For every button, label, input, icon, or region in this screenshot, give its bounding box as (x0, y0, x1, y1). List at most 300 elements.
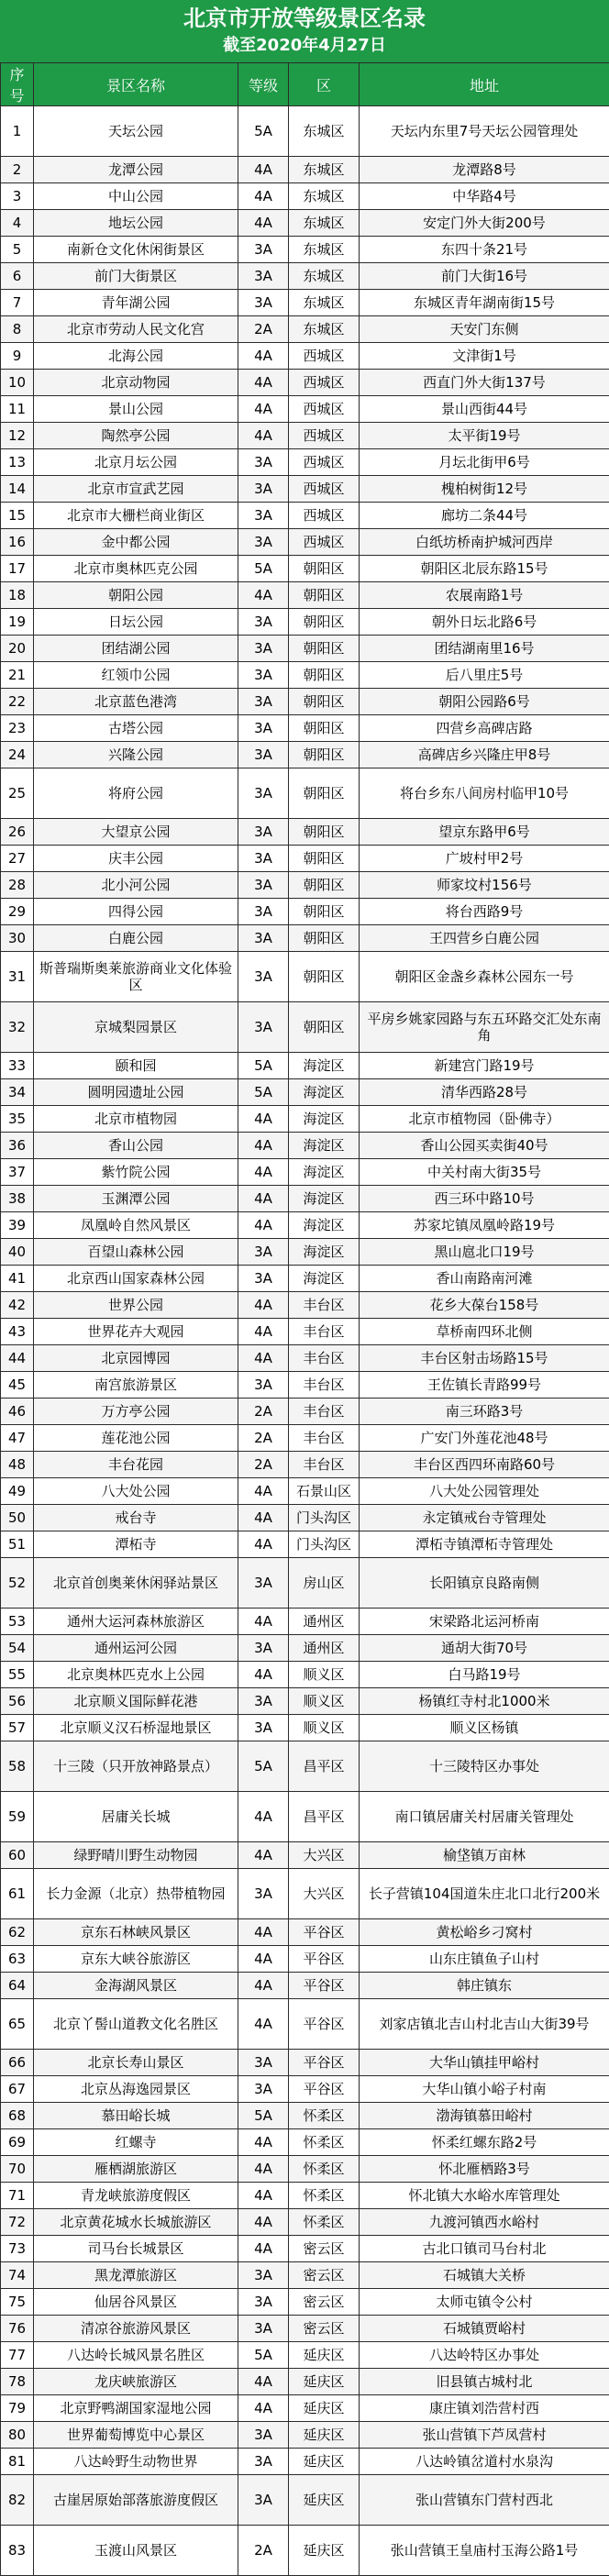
cell-level: 3A (238, 2449, 289, 2475)
cell-level: 3A (238, 1558, 289, 1609)
cell-address: 花乡大葆台158号 (360, 1292, 609, 1319)
cell-district: 海淀区 (289, 1106, 360, 1133)
cell-index: 26 (1, 819, 34, 846)
cell-index: 35 (1, 1106, 34, 1133)
cell-level: 3A (238, 819, 289, 846)
cell-name: 圆明园遗址公园 (34, 1079, 238, 1106)
column-header-name: 景区名称 (34, 63, 238, 106)
cell-index: 78 (1, 2369, 34, 2395)
cell-address: 广安门外莲花池48号 (360, 1425, 609, 1452)
cell-district: 朝阳区 (289, 609, 360, 636)
table-row (1, 1133, 609, 1159)
cell-level: 5A (238, 556, 289, 582)
cell-index: 7 (1, 290, 34, 316)
cell-address: 山东庄镇鱼子山村 (360, 1946, 609, 1973)
cell-level: 4A (238, 210, 289, 237)
table-row (1, 1239, 609, 1266)
table-row (1, 819, 609, 846)
table-row (1, 2342, 609, 2369)
cell-name: 北京西山国家森林公园 (34, 1266, 238, 1292)
cell-district: 平谷区 (289, 2076, 360, 2103)
cell-level: 4A (238, 1478, 289, 1505)
cell-level: 4A (238, 1159, 289, 1186)
cell-index: 12 (1, 423, 34, 449)
cell-address: 朝阳区金盏乡森林公园东一号 (360, 952, 609, 1002)
cell-name: 戒台寺 (34, 1505, 238, 1531)
table-row (1, 1505, 609, 1531)
cell-level: 4A (238, 1186, 289, 1212)
cell-name: 古崖居原始部落旅游度假区 (34, 2475, 238, 2526)
cell-district: 丰台区 (289, 1372, 360, 1399)
cell-district: 怀柔区 (289, 2103, 360, 2129)
cell-index: 21 (1, 662, 34, 689)
table-row (1, 1715, 609, 1741)
cell-address: 黄松峪乡刁窝村 (360, 1919, 609, 1946)
cell-district: 门头沟区 (289, 1531, 360, 1558)
cell-index: 46 (1, 1399, 34, 1425)
cell-name: 百望山森林公园 (34, 1239, 238, 1266)
cell-level: 3A (238, 1266, 289, 1292)
cell-index: 31 (1, 952, 34, 1002)
cell-district: 海淀区 (289, 1079, 360, 1106)
cell-district: 延庆区 (289, 2526, 360, 2576)
cell-address: 旧县镇古城村北 (360, 2369, 609, 2395)
cell-district: 平谷区 (289, 1999, 360, 2050)
cell-index: 16 (1, 529, 34, 556)
table-row (1, 2129, 609, 2156)
cell-level: 4A (238, 1133, 289, 1159)
cell-district: 延庆区 (289, 2475, 360, 2526)
cell-name: 红螺寺 (34, 2129, 238, 2156)
cell-address: 团结湖南里16号 (360, 636, 609, 662)
cell-level: 3A (238, 925, 289, 952)
cell-level: 3A (238, 2050, 289, 2076)
cell-district: 东城区 (289, 316, 360, 343)
cell-name: 慕田峪长城 (34, 2103, 238, 2129)
cell-address: 朝阳区北辰东路15号 (360, 556, 609, 582)
table-row (1, 1999, 609, 2050)
cell-name: 长力金源（北京）热带植物园 (34, 1869, 238, 1919)
page-title: 北京市开放等级景区名录 (0, 4, 609, 33)
cell-index: 22 (1, 689, 34, 715)
cell-index: 57 (1, 1715, 34, 1741)
cell-address: 南口镇居庸关村居庸关管理处 (360, 1792, 609, 1842)
cell-level: 4A (238, 157, 289, 183)
cell-address: 天坛内东里7号天坛公园管理处 (360, 106, 609, 157)
cell-name: 大望京公园 (34, 819, 238, 846)
cell-address: 宋梁路北运河桥南 (360, 1609, 609, 1635)
cell-name: 陶然亭公园 (34, 423, 238, 449)
cell-address: 文津街1号 (360, 343, 609, 370)
cell-name: 天坛公园 (34, 106, 238, 157)
cell-index: 60 (1, 1842, 34, 1869)
cell-level: 3A (238, 715, 289, 742)
cell-name: 世界葡萄博览中心景区 (34, 2422, 238, 2449)
cell-level: 3A (238, 1635, 289, 1662)
cell-district: 朝阳区 (289, 952, 360, 1002)
cell-level: 3A (238, 449, 289, 476)
cell-district: 延庆区 (289, 2395, 360, 2422)
cell-address: 草桥南四环北侧 (360, 1319, 609, 1345)
cell-district: 海淀区 (289, 1159, 360, 1186)
cell-index: 40 (1, 1239, 34, 1266)
cell-address: 西直门外大街137号 (360, 370, 609, 396)
cell-address: 东四十条21号 (360, 237, 609, 263)
table-row (1, 1186, 609, 1212)
table-row (1, 210, 609, 237)
cell-address: 丰台区西四环南路60号 (360, 1452, 609, 1478)
cell-level: 4A (238, 2369, 289, 2395)
cell-level: 3A (238, 2076, 289, 2103)
cell-district: 大兴区 (289, 1842, 360, 1869)
cell-name: 颐和园 (34, 1053, 238, 1079)
cell-address: 杨镇红寺村北1000米 (360, 1688, 609, 1715)
cell-district: 东城区 (289, 106, 360, 157)
cell-address: 通胡大街70号 (360, 1635, 609, 1662)
table-row (1, 556, 609, 582)
table-row (1, 2289, 609, 2316)
cell-index: 18 (1, 582, 34, 609)
cell-district: 朝阳区 (289, 1002, 360, 1053)
cell-district: 海淀区 (289, 1239, 360, 1266)
cell-name: 中山公园 (34, 183, 238, 210)
table-row (1, 423, 609, 449)
cell-name: 八大处公园 (34, 1478, 238, 1505)
cell-index: 80 (1, 2422, 34, 2449)
table-row (1, 290, 609, 316)
cell-district: 延庆区 (289, 2342, 360, 2369)
cell-name: 兴隆公园 (34, 742, 238, 768)
table-row (1, 396, 609, 423)
cell-district: 东城区 (289, 157, 360, 183)
cell-name: 北小河公园 (34, 872, 238, 899)
cell-address: 十三陵特区办事处 (360, 1741, 609, 1792)
cell-address: 槐柏树街12号 (360, 476, 609, 503)
cell-index: 39 (1, 1212, 34, 1239)
table-row (1, 1159, 609, 1186)
table-row (1, 1741, 609, 1792)
cell-level: 3A (238, 290, 289, 316)
table-row (1, 476, 609, 503)
cell-district: 丰台区 (289, 1292, 360, 1319)
table-row (1, 2475, 609, 2526)
cell-level: 3A (238, 1372, 289, 1399)
cell-address: 后八里庄5号 (360, 662, 609, 689)
cell-address: 四营乡高碑店路 (360, 715, 609, 742)
table-row (1, 742, 609, 768)
cell-index: 14 (1, 476, 34, 503)
table-row (1, 503, 609, 529)
cell-address: 香山南路南河滩 (360, 1266, 609, 1292)
cell-address: 苏家坨镇凤凰岭路19号 (360, 1212, 609, 1239)
table-row (1, 689, 609, 715)
cell-index: 55 (1, 1662, 34, 1688)
cell-index: 72 (1, 2209, 34, 2236)
cell-name: 金中都公园 (34, 529, 238, 556)
cell-level: 3A (238, 2262, 289, 2289)
cell-level: 5A (238, 2103, 289, 2129)
cell-name: 通州运河公园 (34, 1635, 238, 1662)
cell-district: 密云区 (289, 2236, 360, 2262)
table-row (1, 2183, 609, 2209)
cell-address: 平房乡姚家园路与东五环路交汇处东南角 (360, 1002, 609, 1053)
table-row (1, 1053, 609, 1079)
page-subtitle: 截至2020年4月27日 (0, 33, 609, 59)
cell-district: 朝阳区 (289, 872, 360, 899)
cell-district: 东城区 (289, 290, 360, 316)
cell-index: 28 (1, 872, 34, 899)
cell-index: 17 (1, 556, 34, 582)
cell-address: 将台西路9号 (360, 899, 609, 925)
table-row (1, 582, 609, 609)
table-row (1, 157, 609, 183)
cell-index: 29 (1, 899, 34, 925)
cell-name: 玉渊潭公园 (34, 1186, 238, 1212)
cell-index: 65 (1, 1999, 34, 2050)
table-header-banner (0, 0, 609, 62)
cell-level: 4A (238, 2156, 289, 2183)
cell-index: 70 (1, 2156, 34, 2183)
table-row (1, 1106, 609, 1133)
cell-address: 康庄镇刘浩营村西 (360, 2395, 609, 2422)
cell-level: 5A (238, 1741, 289, 1792)
cell-name: 北京市植物园 (34, 1106, 238, 1133)
cell-level: 4A (238, 1919, 289, 1946)
table-row (1, 1792, 609, 1842)
cell-address: 新建宫门路19号 (360, 1053, 609, 1079)
cell-address: 长子营镇104国道朱庄北口北行200米 (360, 1869, 609, 1919)
table-row (1, 609, 609, 636)
cell-level: 3A (238, 662, 289, 689)
cell-name: 绿野晴川野生动物园 (34, 1842, 238, 1869)
cell-district: 密云区 (289, 2316, 360, 2342)
cell-address: 北京市植物园（卧佛寺） (360, 1106, 609, 1133)
cell-district: 延庆区 (289, 2369, 360, 2395)
cell-level: 5A (238, 1053, 289, 1079)
table-row (1, 1609, 609, 1635)
cell-level: 5A (238, 2342, 289, 2369)
cell-district: 怀柔区 (289, 2129, 360, 2156)
cell-district: 西城区 (289, 396, 360, 423)
cell-address: 清华西路28号 (360, 1079, 609, 1106)
cell-district: 朝阳区 (289, 689, 360, 715)
cell-district: 东城区 (289, 237, 360, 263)
cell-name: 北京蓝色港湾 (34, 689, 238, 715)
cell-name: 四得公园 (34, 899, 238, 925)
cell-address: 景山西街44号 (360, 396, 609, 423)
cell-level: 4A (238, 1319, 289, 1345)
table-row (1, 183, 609, 210)
cell-address: 刘家店镇北吉山村北吉山大街39号 (360, 1999, 609, 2050)
cell-name: 万方亭公园 (34, 1399, 238, 1425)
cell-name: 日坛公园 (34, 609, 238, 636)
cell-address: 西三环中路10号 (360, 1186, 609, 1212)
cell-index: 82 (1, 2475, 34, 2526)
cell-name: 地坛公园 (34, 210, 238, 237)
cell-index: 30 (1, 925, 34, 952)
cell-level: 4A (238, 1842, 289, 1869)
cell-level: 3A (238, 846, 289, 872)
table-row (1, 925, 609, 952)
cell-address: 太平街19号 (360, 423, 609, 449)
column-header-address: 地址 (360, 63, 609, 106)
cell-level: 4A (238, 2129, 289, 2156)
cell-address: 石城镇大关桥 (360, 2262, 609, 2289)
table-row (1, 263, 609, 290)
cell-name: 古塔公园 (34, 715, 238, 742)
cell-index: 33 (1, 1053, 34, 1079)
cell-index: 13 (1, 449, 34, 476)
cell-index: 67 (1, 2076, 34, 2103)
cell-level: 4A (238, 1999, 289, 2050)
cell-level: 2A (238, 1425, 289, 1452)
table-row (1, 2236, 609, 2262)
cell-level: 3A (238, 529, 289, 556)
cell-index: 37 (1, 1159, 34, 1186)
cell-name: 京东石林峡风景区 (34, 1919, 238, 1946)
cell-district: 通州区 (289, 1609, 360, 1635)
cell-address: 八达岭特区办事处 (360, 2342, 609, 2369)
cell-district: 顺义区 (289, 1715, 360, 1741)
cell-district: 平谷区 (289, 1946, 360, 1973)
cell-address: 潭柘寺镇潭柘寺管理处 (360, 1531, 609, 1558)
cell-level: 2A (238, 1452, 289, 1478)
cell-address: 王四营乡白鹿公园 (360, 925, 609, 952)
cell-address: 广坡村甲2号 (360, 846, 609, 872)
cell-level: 3A (238, 476, 289, 503)
table-row (1, 2316, 609, 2342)
cell-district: 丰台区 (289, 1399, 360, 1425)
cell-name: 景山公园 (34, 396, 238, 423)
cell-name: 北京丛海逸园景区 (34, 2076, 238, 2103)
cell-index: 25 (1, 768, 34, 819)
cell-district: 密云区 (289, 2262, 360, 2289)
cell-name: 北京野鸭湖国家湿地公园 (34, 2395, 238, 2422)
cell-level: 4A (238, 1946, 289, 1973)
table-row (1, 2395, 609, 2422)
table-row (1, 1212, 609, 1239)
cell-district: 海淀区 (289, 1212, 360, 1239)
cell-level: 3A (238, 1239, 289, 1266)
cell-level: 4A (238, 1292, 289, 1319)
cell-name: 通州大运河森林旅游区 (34, 1609, 238, 1635)
cell-name: 北京市大栅栏商业街区 (34, 503, 238, 529)
cell-name: 红领巾公园 (34, 662, 238, 689)
cell-index: 62 (1, 1919, 34, 1946)
cell-district: 西城区 (289, 449, 360, 476)
cell-index: 34 (1, 1079, 34, 1106)
table-row (1, 316, 609, 343)
cell-address: 南三环路3号 (360, 1399, 609, 1425)
cell-address: 黑山扈北口19号 (360, 1239, 609, 1266)
table-row (1, 1869, 609, 1919)
table-row (1, 1688, 609, 1715)
cell-name: 北京丫髻山道教文化名胜区 (34, 1999, 238, 2050)
cell-index: 52 (1, 1558, 34, 1609)
cell-name: 北京园博园 (34, 1345, 238, 1372)
cell-district: 丰台区 (289, 1319, 360, 1345)
column-header-row (1, 63, 609, 106)
cell-district: 海淀区 (289, 1186, 360, 1212)
cell-address: 香山公园买卖街40号 (360, 1133, 609, 1159)
cell-name: 青龙峡旅游度假区 (34, 2183, 238, 2209)
cell-name: 北京市宣武艺园 (34, 476, 238, 503)
table-row (1, 1531, 609, 1558)
cell-address: 渤海镇慕田峪村 (360, 2103, 609, 2129)
cell-address: 将台乡东八间房村临甲10号 (360, 768, 609, 819)
table-row (1, 1662, 609, 1688)
cell-address: 王佐镇长青路99号 (360, 1372, 609, 1399)
cell-index: 11 (1, 396, 34, 423)
cell-level: 3A (238, 689, 289, 715)
cell-index: 24 (1, 742, 34, 768)
cell-level: 3A (238, 899, 289, 925)
cell-address: 师家坟村156号 (360, 872, 609, 899)
cell-index: 49 (1, 1478, 34, 1505)
cell-address: 大华山镇小峪子村南 (360, 2076, 609, 2103)
cell-district: 延庆区 (289, 2449, 360, 2475)
cell-district: 昌平区 (289, 1741, 360, 1792)
table-row (1, 768, 609, 819)
cell-level: 4A (238, 423, 289, 449)
cell-address: 九渡河镇西水峪村 (360, 2209, 609, 2236)
cell-index: 59 (1, 1792, 34, 1842)
cell-level: 3A (238, 1002, 289, 1053)
cell-index: 4 (1, 210, 34, 237)
cell-name: 北京动物园 (34, 370, 238, 396)
cell-index: 38 (1, 1186, 34, 1212)
table-row (1, 1079, 609, 1106)
table-row (1, 1478, 609, 1505)
cell-index: 36 (1, 1133, 34, 1159)
table-row (1, 2209, 609, 2236)
cell-district: 朝阳区 (289, 636, 360, 662)
table-row (1, 1919, 609, 1946)
cell-level: 2A (238, 316, 289, 343)
cell-index: 81 (1, 2449, 34, 2475)
cell-address: 高碑店乡兴隆庄甲8号 (360, 742, 609, 768)
cell-name: 北京黄花城水长城旅游区 (34, 2209, 238, 2236)
cell-name: 雁栖湖旅游区 (34, 2156, 238, 2183)
cell-name: 龙潭公园 (34, 157, 238, 183)
cell-district: 朝阳区 (289, 819, 360, 846)
cell-level: 4A (238, 1973, 289, 1999)
cell-name: 朝阳公园 (34, 582, 238, 609)
cell-name: 潭柘寺 (34, 1531, 238, 1558)
cell-district: 东城区 (289, 183, 360, 210)
cell-index: 48 (1, 1452, 34, 1478)
cell-address: 朝阳公园路6号 (360, 689, 609, 715)
cell-index: 1 (1, 106, 34, 157)
cell-index: 6 (1, 263, 34, 290)
cell-index: 83 (1, 2526, 34, 2576)
table-row (1, 2526, 609, 2576)
cell-address: 怀北雁栖路3号 (360, 2156, 609, 2183)
cell-name: 清凉谷旅游风景区 (34, 2316, 238, 2342)
cell-index: 71 (1, 2183, 34, 2209)
cell-index: 42 (1, 1292, 34, 1319)
cell-name: 将府公园 (34, 768, 238, 819)
table-row (1, 2050, 609, 2076)
cell-address: 古北口镇司马台村北 (360, 2236, 609, 2262)
cell-name: 北京顺义汉石桥湿地景区 (34, 1715, 238, 1741)
cell-address: 大华山镇挂甲峪村 (360, 2050, 609, 2076)
cell-address: 农展南路1号 (360, 582, 609, 609)
cell-address: 永定镇戒台寺管理处 (360, 1505, 609, 1531)
cell-district: 大兴区 (289, 1869, 360, 1919)
cell-district: 房山区 (289, 1558, 360, 1609)
cell-address: 张山营镇东门营村西北 (360, 2475, 609, 2526)
